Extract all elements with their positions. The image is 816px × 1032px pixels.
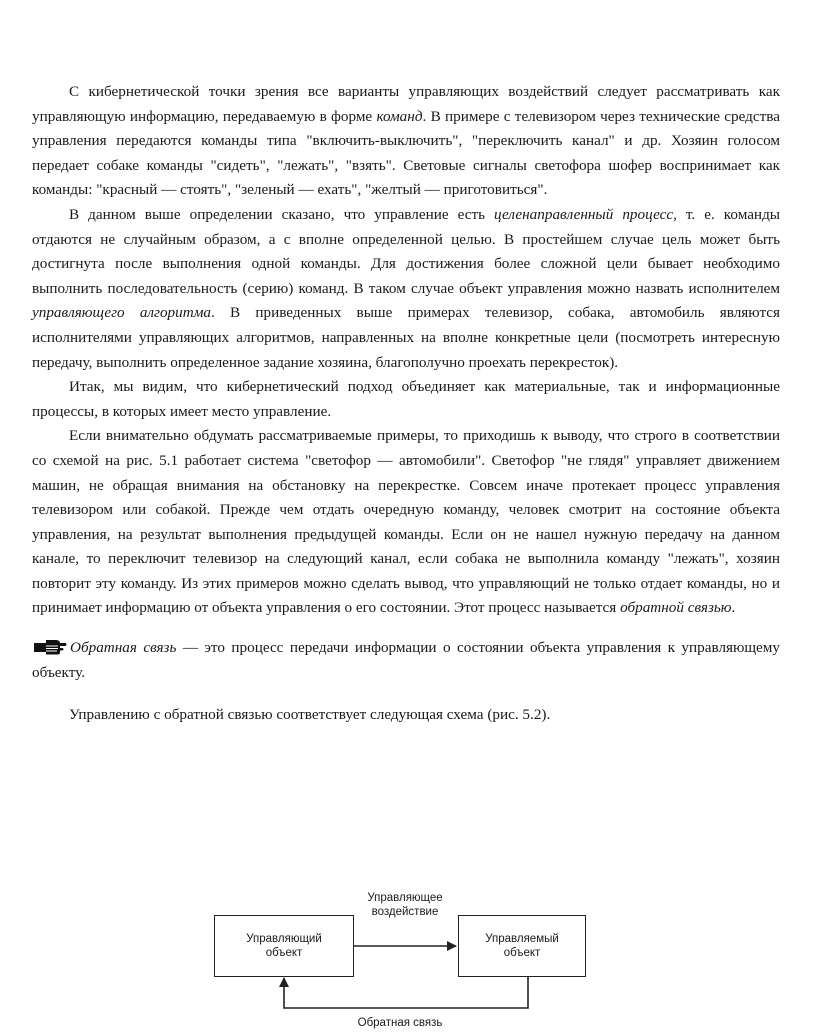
control-action-label: Управляющее воздействие	[367, 892, 443, 918]
paragraph-4	[32, 424, 780, 621]
feedback-diagram	[210, 886, 600, 1032]
paragraph-3	[32, 375, 780, 424]
paragraph-5	[32, 703, 780, 728]
body-text	[32, 80, 780, 728]
definition	[32, 635, 780, 685]
p4-term: обратной связью	[620, 599, 732, 617]
p5-text: Управлению с обратной связью соответствует следующая схема (рис. 5.2).	[69, 706, 551, 724]
p1-term: команд	[376, 107, 423, 125]
controlled-object-box: Управляемый объект	[458, 915, 586, 977]
p4-text-end: .	[731, 599, 736, 617]
feedback-label: Обратная связь	[357, 1017, 443, 1029]
p1-text: С кибернетической точки зрения все варианты управляющих воздействий следует рассматривать как управляющую информацию, передаваемую в форме	[32, 83, 780, 125]
p3-text: Итак, мы видим, что кибернетический подход объединяет как материальные, так и информационные процессы, в которых имеет место управление.	[32, 378, 780, 420]
p4-text: Если внимательно обдумать рассматриваемые примеры, то приходишь к выводу, что строго в соответствии со схемой на рис. 5.1 работает система "светофор — автомобили". Светофор "не глядя" управляет движением машин, не обращая внимания на обстановку на перекрестке. Совсем иначе протекает процесс управления телевизором или собакой. Прежде чем отдать очередную команду, человек смотрит на состояние объекта управления, на результат выполнения предыдущей команды. Если он не нашел нужную передачу на данном канале, то переключит телевизор на следующий канал, если собака не выполнила команду "лежать", хозяин повторит эту команду. Из этих примеров можно сделать вывод, что управляющий не только отдает команды, но и принимает информацию от объекта управления о его состоянии. Этот процесс называется	[32, 427, 780, 617]
p2-term-2: управляющего алгоритма	[32, 304, 211, 322]
p2-text-end: . В приведенных выше примерах телевизор, собака, автомобиль являются исполнителями управляющих алгоритмов, направленных на вполне конкретные цели (посмотреть интересную передачу, выполнить определенное задание хозяина, благополучно проехать перекресток).	[32, 304, 780, 371]
feedback-arrow	[284, 977, 528, 1008]
definition-text: — это процесс передачи информации о состоянии объекта управления к управляющему объекту.	[32, 639, 781, 681]
paragraph-2	[32, 203, 780, 375]
controlling-object-box: Управляющий объект	[214, 915, 354, 977]
paragraph-1	[32, 80, 780, 203]
p1-text-cont: . В примере с телевизором через технические средства управления передаются команды типа "включить-выключить", "переключить канал" и др. Хозяин голосом передает собаке команды "сидеть", "лежать", "взять". Световые сигналы светофора шофер воспринимает как команды: "красный — стоять", "зеленый — ехать", "желтый — приготовиться".	[32, 107, 780, 199]
p2-term-1: целенаправленный процесс	[494, 205, 674, 223]
p2-text-cont: , т. е. команды отдаются не случайным образом, а с вполне определенной целью. В простейшем случае цель может быть достигнута после выполнения одной команды. Для достижения более сложной цели бывает необходимо выполнить последовательность (серию) команд. В таком случае объект управления можно назвать исполнителем	[32, 205, 780, 297]
definition-term: Обратная связь	[70, 639, 177, 657]
pointing-hand-icon	[32, 635, 68, 655]
p2-text: В данном выше определении сказано, что управление есть	[69, 205, 495, 223]
